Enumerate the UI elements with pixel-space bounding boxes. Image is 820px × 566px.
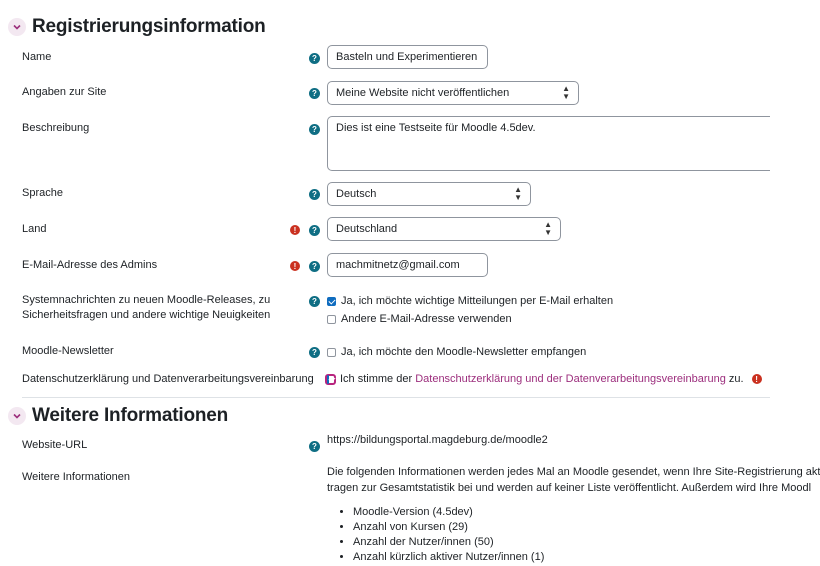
- help-icon[interactable]: ?: [309, 189, 320, 200]
- privacy-text-before: Ich stimme der: [340, 373, 413, 385]
- description-label: Beschreibung: [22, 122, 90, 134]
- list-item: • Anzahl der Nutzer/innen (50): [353, 535, 544, 550]
- name-input[interactable]: [327, 45, 488, 69]
- checkbox-checked[interactable]: [327, 375, 329, 384]
- section-header-registration[interactable]: [8, 16, 266, 38]
- option-label: Andere E-Mail-Adresse verwenden: [341, 313, 512, 325]
- language-selected: Deutsch: [336, 188, 377, 200]
- privacy-agreement[interactable]: [325, 373, 762, 385]
- list-item: • Anzahl kürzlich aktiver Nutzer/innen (1): [353, 550, 544, 565]
- privacy-label: Datenschutzerklärung und Datenverarbeitungsvereinbarung: [22, 373, 314, 385]
- help-icon[interactable]: ?: [309, 53, 320, 64]
- required-icon: !: [290, 261, 300, 271]
- help-icon[interactable]: ?: [309, 261, 320, 272]
- more-info-label: Weitere Informationen: [22, 471, 131, 483]
- chevron-down-icon[interactable]: [8, 407, 26, 425]
- admin-email-input[interactable]: [327, 253, 488, 277]
- country-selected: Deutschland: [336, 223, 398, 235]
- select-caret-icon: ▲ ▼: [562, 84, 570, 101]
- checkbox-checked[interactable]: [327, 297, 336, 306]
- country-select[interactable]: [327, 217, 561, 241]
- help-icon[interactable]: ?: [309, 225, 320, 236]
- system-notifications-option-2[interactable]: [327, 313, 512, 325]
- description-textarea[interactable]: [327, 116, 770, 171]
- help-icon[interactable]: ?: [309, 124, 320, 135]
- help-icon[interactable]: ?: [309, 296, 320, 307]
- section-title: Weitere Informationen: [32, 405, 229, 426]
- section-header-more-info[interactable]: [8, 405, 228, 427]
- section-title: Registrierungsinformation: [32, 16, 266, 37]
- privacy-link[interactable]: Datenschutzerklärung und der Datenverarbeitungsvereinbarung: [415, 373, 726, 385]
- system-notifications-option-1[interactable]: [327, 295, 613, 307]
- required-icon: !: [290, 225, 300, 235]
- name-label: Name: [22, 51, 52, 63]
- newsletter-label: Moodle-Newsletter: [22, 345, 114, 357]
- website-url-value: https://bildungsportal.magdeburg.de/moodle2: [327, 434, 548, 446]
- help-icon[interactable]: ?: [309, 441, 320, 452]
- select-caret-icon: ▲ ▼: [544, 220, 552, 237]
- chevron-down-icon[interactable]: [8, 18, 26, 36]
- name-value: Basteln und Experimentieren: [336, 51, 478, 63]
- more-info-line-2: tragen zur Gesamtstatistik bei und werden auf keiner Liste veröffentlicht. Außerdem wird Ihre Moodl: [327, 482, 812, 494]
- checkbox[interactable]: [327, 315, 336, 324]
- language-select[interactable]: [327, 182, 531, 206]
- more-info-line-1: Die folgenden Informationen werden jedes Mal an Moodle gesendet, wenn Ihre Site-Registrierung akt: [327, 466, 820, 478]
- select-caret-icon: ▲ ▼: [514, 185, 522, 202]
- system-notifications-label-2: Sicherheitsfragen und andere wichtige Neuigkeiten: [22, 309, 271, 321]
- required-icon: !: [752, 374, 762, 384]
- admin-email-value: machmitnetz@gmail.com: [336, 259, 460, 271]
- website-url-label: Website-URL: [22, 439, 88, 451]
- list-item: • Moodle-Version (4.5dev): [353, 505, 544, 520]
- site-info-selected: Meine Website nicht veröffentlichen: [336, 87, 510, 99]
- list-item: • Anzahl von Kursen (29): [353, 520, 544, 535]
- option-label: Ja, ich möchte den Moodle-Newsletter empfangen: [341, 346, 587, 358]
- site-info-select[interactable]: [327, 81, 579, 105]
- help-icon[interactable]: ?: [309, 88, 320, 99]
- description-value: Dies ist eine Testseite für Moodle 4.5dev.: [336, 122, 536, 134]
- admin-email-label: E-Mail-Adresse des Admins: [22, 259, 158, 271]
- more-info-list: [327, 505, 544, 565]
- help-icon[interactable]: ?: [309, 347, 320, 358]
- checkbox[interactable]: [327, 348, 336, 357]
- privacy-text-after: zu.: [728, 373, 744, 385]
- checkbox-focus-ring[interactable]: [325, 374, 336, 385]
- language-label: Sprache: [22, 187, 63, 199]
- newsletter-option[interactable]: [327, 346, 586, 358]
- option-label: Ja, ich möchte wichtige Mitteilungen per E-Mail erhalten: [341, 295, 614, 307]
- system-notifications-label-1: Systemnachrichten zu neuen Moodle-Releases, zu: [22, 294, 271, 306]
- site-info-label: Angaben zur Site: [22, 86, 107, 98]
- divider: [22, 397, 770, 398]
- country-label: Land: [22, 223, 47, 235]
